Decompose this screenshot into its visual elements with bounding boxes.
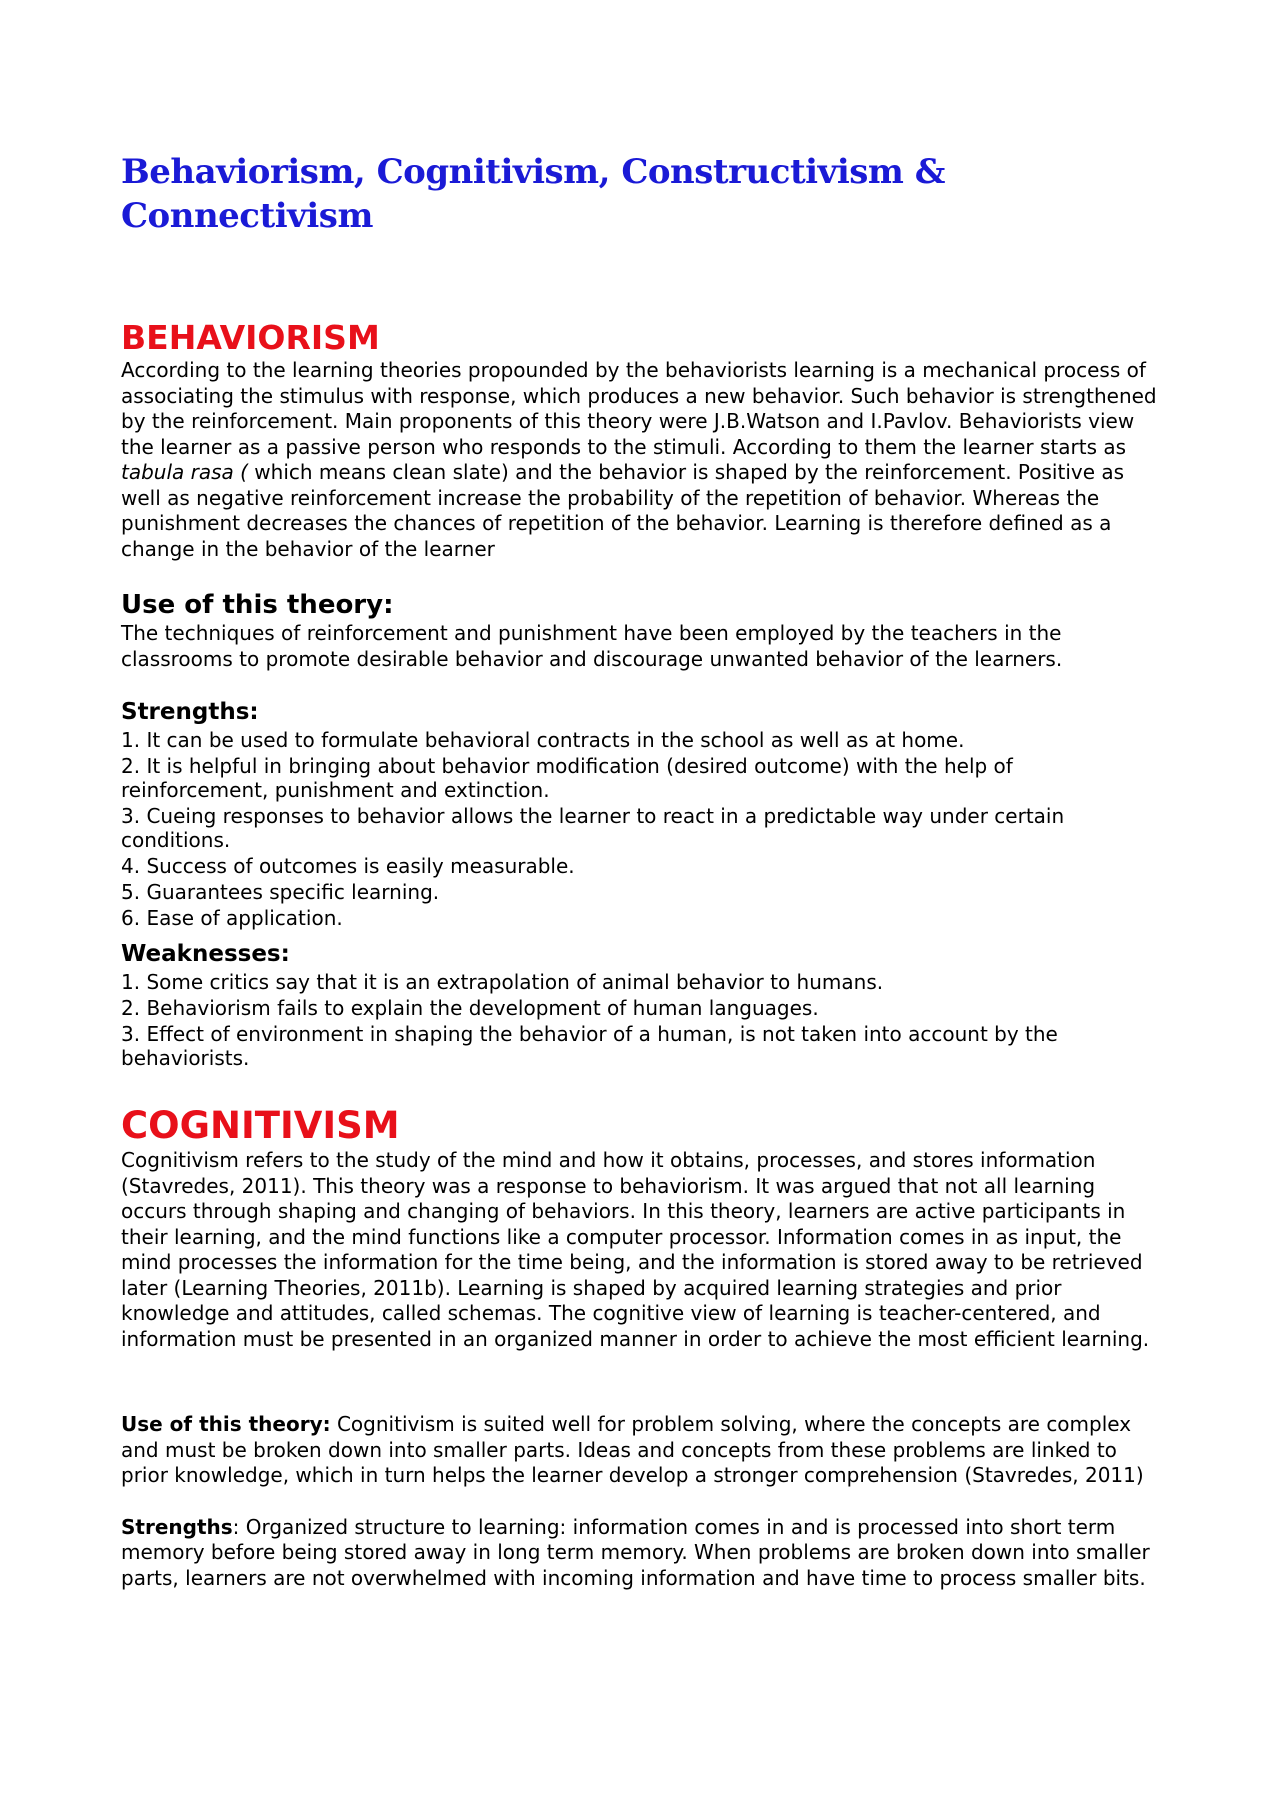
behaviorism-section bbox=[121, 318, 1161, 1070]
behaviorism-intro-part2: which means clean slate) and the behavior is shaped by the reinforcement. Positive as well as negative reinforcement increase the probability of the repetition of behavior. Whereas the punishment decreases the chances of repetition of the behavior. Learning is therefore defined as a change in the behavior of the learner bbox=[121, 460, 1125, 561]
behaviorism-strengths-list bbox=[121, 728, 1161, 930]
list-item: 3. Cueing responses to behavior allows the learner to react in a predictable way under certain conditions. bbox=[121, 804, 1065, 852]
cognitivism-use-label: Use of this theory: bbox=[121, 1412, 331, 1436]
behaviorism-weaknesses-heading: Weaknesses: bbox=[121, 941, 290, 967]
cognitivism-strengths-text: : Organized structure to learning: information comes in and is processed into short term memory before being stored away in long term memory. When problems are broken down into smaller parts, learners are not overwhelmed with incoming information and have time to process smaller bits. bbox=[121, 1514, 1150, 1590]
behaviorism-intro-italic: tabula rasa ( bbox=[121, 460, 248, 484]
behaviorism-intro bbox=[121, 358, 1161, 562]
list-item: 2. It is helpful in bringing about behavior modification (desired outcome) with the help of reinforcement, punishment and extinction. bbox=[121, 754, 1013, 802]
cognitivism-strengths-label: Strengths bbox=[121, 1514, 233, 1539]
list-item: 1. It can be used to formulate behavioral contracts in the school as well as at home. bbox=[121, 728, 965, 752]
list-item: 6. Ease of application. bbox=[121, 906, 343, 930]
list-item: 4. Success of outcomes is easily measurable. bbox=[121, 854, 575, 878]
list-item: 3. Effect of environment in shaping the behavior of a human, is not taken into account by the behaviorists. bbox=[121, 1022, 1058, 1070]
cognitivism-intro: Cognitivism refers to the study of the mind and how it obtains, processes, and stores information (Stavredes, 2011). This theory was a response to behaviorism. It was argued that not all learning occurs through shaping and changing of behaviors. In this theory, learners are active participants in their learning, and the mind functions like a computer processor. Information comes in as input, the mind processes the information for the time being, and the information is stored away to be retrieved later (Learning Theories, 2011b). Learning is shaped by acquired learning strategies and prior knowledge and attitudes, called schemas. The cognitive view of learning is teacher-centered, and information must be presented in an organized manner in order to achieve the most efficient learning. bbox=[121, 1148, 1150, 1351]
behaviorism-intro-part1: According to the learning theories propounded by the behaviorists learning is a mechanical process of associating the stimulus with response, which produces a new behavior. Such behavior is strengthened by the reinforcement. Main proponents of this theory were J.B.Watson and I.Pavlov. Behaviorists view the learner as a passive person who responds to the stimuli. According to them the learner starts as bbox=[121, 358, 1157, 459]
cognitivism-use-paragraph bbox=[121, 1412, 1161, 1489]
behaviorism-weaknesses-list bbox=[121, 970, 1161, 1070]
behaviorism-use-text: The techniques of reinforcement and punishment have been employed by the teachers in the classrooms to promote desirable behavior and discourage unwanted behavior of the learners. bbox=[121, 621, 1063, 671]
cognitivism-strengths-paragraph bbox=[121, 1515, 1161, 1592]
cognitivism-use-text: Cognitivism is suited well for problem solving, where the concepts are complex and must be broken down into smaller parts. Ideas and concepts from these problems are linked to prior knowledge, which in turn helps the learner develop a stronger comprehension (Stavredes, 2011) bbox=[121, 1412, 1144, 1487]
document-title: Behaviorism, Cognitivism, Constructivism & Connectivism bbox=[121, 152, 945, 236]
list-item: 5. Guarantees specific learning. bbox=[121, 880, 440, 904]
behaviorism-strengths-heading: Strengths: bbox=[121, 699, 259, 725]
behaviorism-use-heading: Use of this theory: bbox=[121, 590, 394, 620]
behaviorism-heading: BEHAVIORISM bbox=[121, 318, 380, 357]
cognitivism-heading: COGNITIVISM bbox=[121, 1104, 400, 1147]
document-page bbox=[121, 150, 1161, 1591]
list-item: 2. Behaviorism fails to explain the development of human languages. bbox=[121, 996, 819, 1020]
cognitivism-section bbox=[121, 1104, 1161, 1591]
list-item: 1. Some critics say that it is an extrapolation of animal behavior to humans. bbox=[121, 970, 884, 994]
